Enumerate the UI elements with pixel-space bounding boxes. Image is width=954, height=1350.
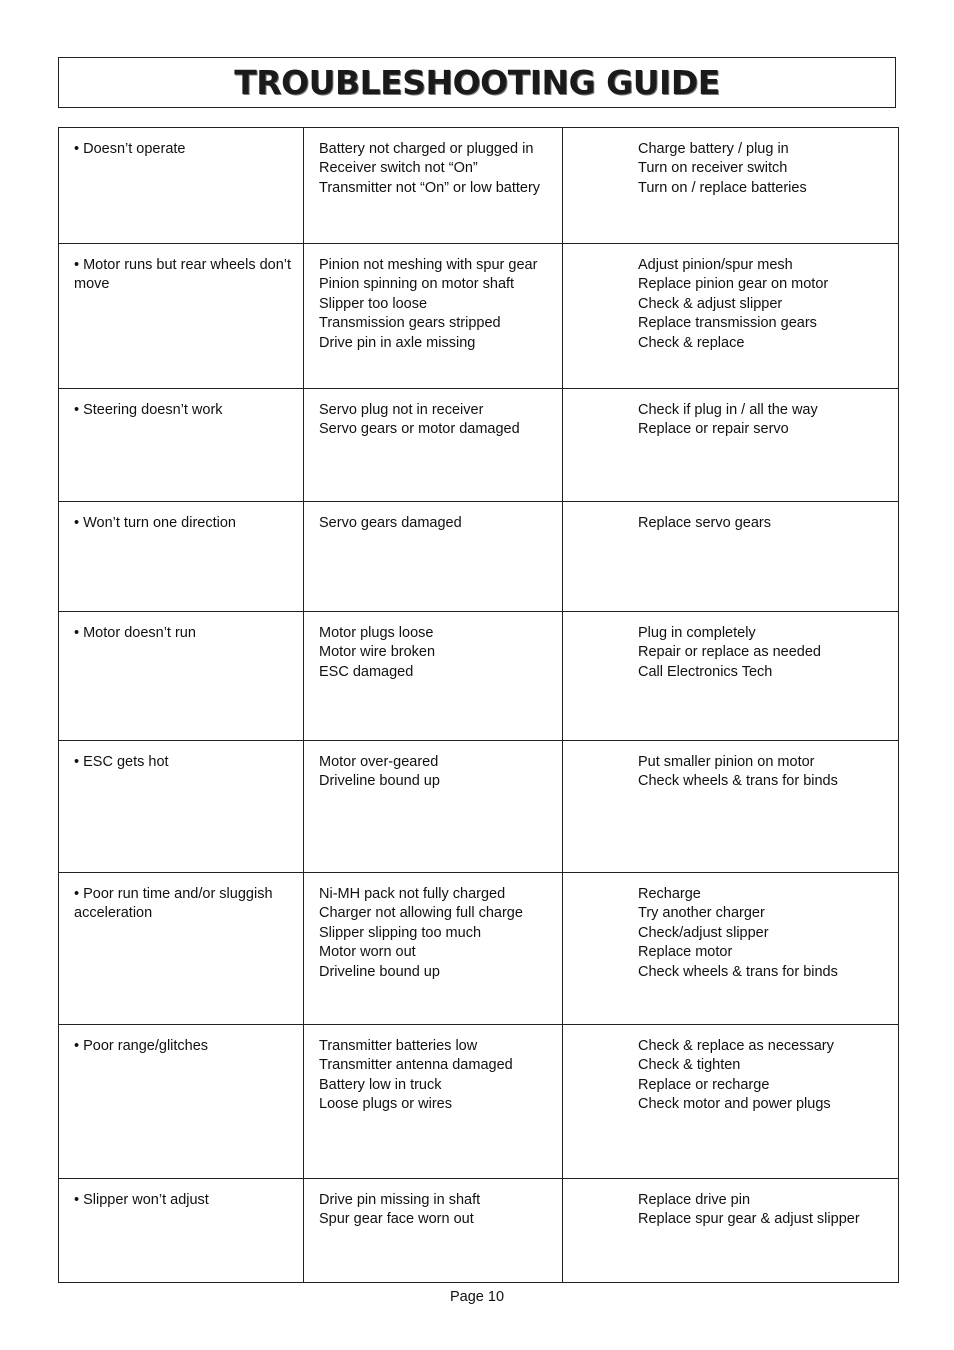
cause-line: Drive pin missing in shaft [319,1192,481,1208]
problem-cell [59,389,304,502]
solution-line: Plug in completely [638,625,756,641]
page-title: TROUBLESHOOTING GUIDE [234,63,720,102]
troubleshooting-table [58,127,899,1283]
cause-line: Motor wire broken [319,644,436,661]
table-row [59,741,899,873]
cause-line: Motor worn out [319,944,416,961]
solution-line: Replace or repair servo [638,421,789,438]
solution-cell [563,244,899,389]
solution-line: Adjust pinion/spur mesh [638,257,793,273]
solution-cell [563,612,899,741]
problem-text: • Doesn’t operate [74,141,186,157]
solution-cell [563,502,899,612]
solution-line: Check & replace [638,334,745,351]
cause-line: Driveline bound up [319,963,440,980]
cause-line: Loose plugs or wires [319,1096,452,1113]
cause-cell [304,128,563,244]
table-row [59,128,899,244]
cause-cell [304,1025,563,1179]
problem-cell [59,128,304,244]
cause-line: Servo plug not in receiver [319,402,484,418]
solution-line: Try another charger [638,905,765,922]
table-row [59,244,899,389]
cause-line: Transmitter batteries low [319,1038,478,1054]
solution-cell [563,128,899,244]
problem-text: • Motor doesn’t run [74,625,196,641]
cause-line: Transmission gears stripped [319,315,501,332]
cause-line: Motor over-geared [319,754,439,770]
cause-cell [304,389,563,502]
solution-line: Charge battery / plug in [638,141,789,157]
solution-line: Check motor and power plugs [638,1096,831,1113]
cause-line: Drive pin in axle missing [319,334,476,351]
solution-cell [563,873,899,1025]
cause-line: Servo gears or motor damaged [319,421,520,438]
cause-cell [304,1179,563,1283]
solution-line: Check & adjust slipper [638,295,783,312]
table-row [59,612,899,741]
solution-line: Check wheels & trans for binds [638,963,838,980]
cause-line: Charger not allowing full charge [319,905,523,922]
solution-line: Replace or recharge [638,1076,770,1093]
cause-line: Slipper slipping too much [319,924,482,941]
cause-line: Receiver switch not “On” [319,160,478,177]
problem-text: • ESC gets hot [74,754,169,770]
solution-line: Put smaller pinion on motor [638,754,815,770]
problem-cell [59,502,304,612]
problem-text: • Won’t turn one direction [74,515,236,531]
solution-line: Check & replace as necessary [638,1038,834,1054]
problem-cell [59,244,304,389]
solution-line: Replace motor [638,944,733,961]
solution-line: Check wheels & trans for binds [638,773,838,790]
problem-text: • Poor run time and/or sluggish acceleration [74,886,273,922]
solution-line: Check if plug in / all the way [638,402,818,418]
cause-line: Ni-MH pack not fully charged [319,886,506,902]
table-row [59,873,899,1025]
cause-line: Pinion spinning on motor shaft [319,276,515,293]
cause-line: Battery low in truck [319,1076,442,1093]
table-row [59,1179,899,1283]
cause-cell [304,612,563,741]
solution-line: Repair or replace as needed [638,644,821,661]
cause-line: Driveline bound up [319,773,440,790]
solution-line: Replace drive pin [638,1192,751,1208]
solution-line: Turn on receiver switch [638,160,788,177]
solution-cell [563,1025,899,1179]
cause-line: Motor plugs loose [319,625,434,641]
title-box [58,57,896,108]
solution-line: Replace transmission gears [638,315,817,332]
cause-line: ESC damaged [319,663,414,680]
solution-line: Replace servo gears [638,515,771,531]
page-number: Page 10 [449,1289,505,1305]
cause-cell [304,741,563,873]
cause-line: Transmitter antenna damaged [319,1057,513,1074]
table-row [59,502,899,612]
solution-cell [563,741,899,873]
cause-line: Battery not charged or plugged in [319,141,534,157]
solution-cell [563,1179,899,1283]
solution-line: Call Electronics Tech [638,663,773,680]
cause-cell [304,502,563,612]
solution-line: Check/adjust slipper [638,924,769,941]
cause-line: Pinion not meshing with spur gear [319,257,538,273]
cause-line: Slipper too loose [319,295,428,312]
solution-line: Replace pinion gear on motor [638,276,829,293]
problem-text: • Motor runs but rear wheels don’t move [74,257,292,293]
problem-text: • Steering doesn’t work [74,402,223,418]
cause-line: Servo gears damaged [319,515,462,531]
problem-cell [59,1025,304,1179]
cause-line: Transmitter not “On” or low battery [319,179,541,196]
solution-cell [563,389,899,502]
problem-cell [59,612,304,741]
solution-line: Check & tighten [638,1057,741,1074]
problem-cell [59,873,304,1025]
table-row [59,389,899,502]
solution-line: Turn on / replace batteries [638,179,807,196]
solution-line: Replace spur gear & adjust slipper [638,1211,860,1228]
problem-text: • Slipper won’t adjust [74,1192,209,1208]
problem-cell [59,741,304,873]
cause-line: Spur gear face worn out [319,1211,474,1228]
table-row [59,1025,899,1179]
cause-cell [304,244,563,389]
problem-cell [59,1179,304,1283]
cause-cell [304,873,563,1025]
problem-text: • Poor range/glitches [74,1038,209,1054]
solution-line: Recharge [638,886,701,902]
